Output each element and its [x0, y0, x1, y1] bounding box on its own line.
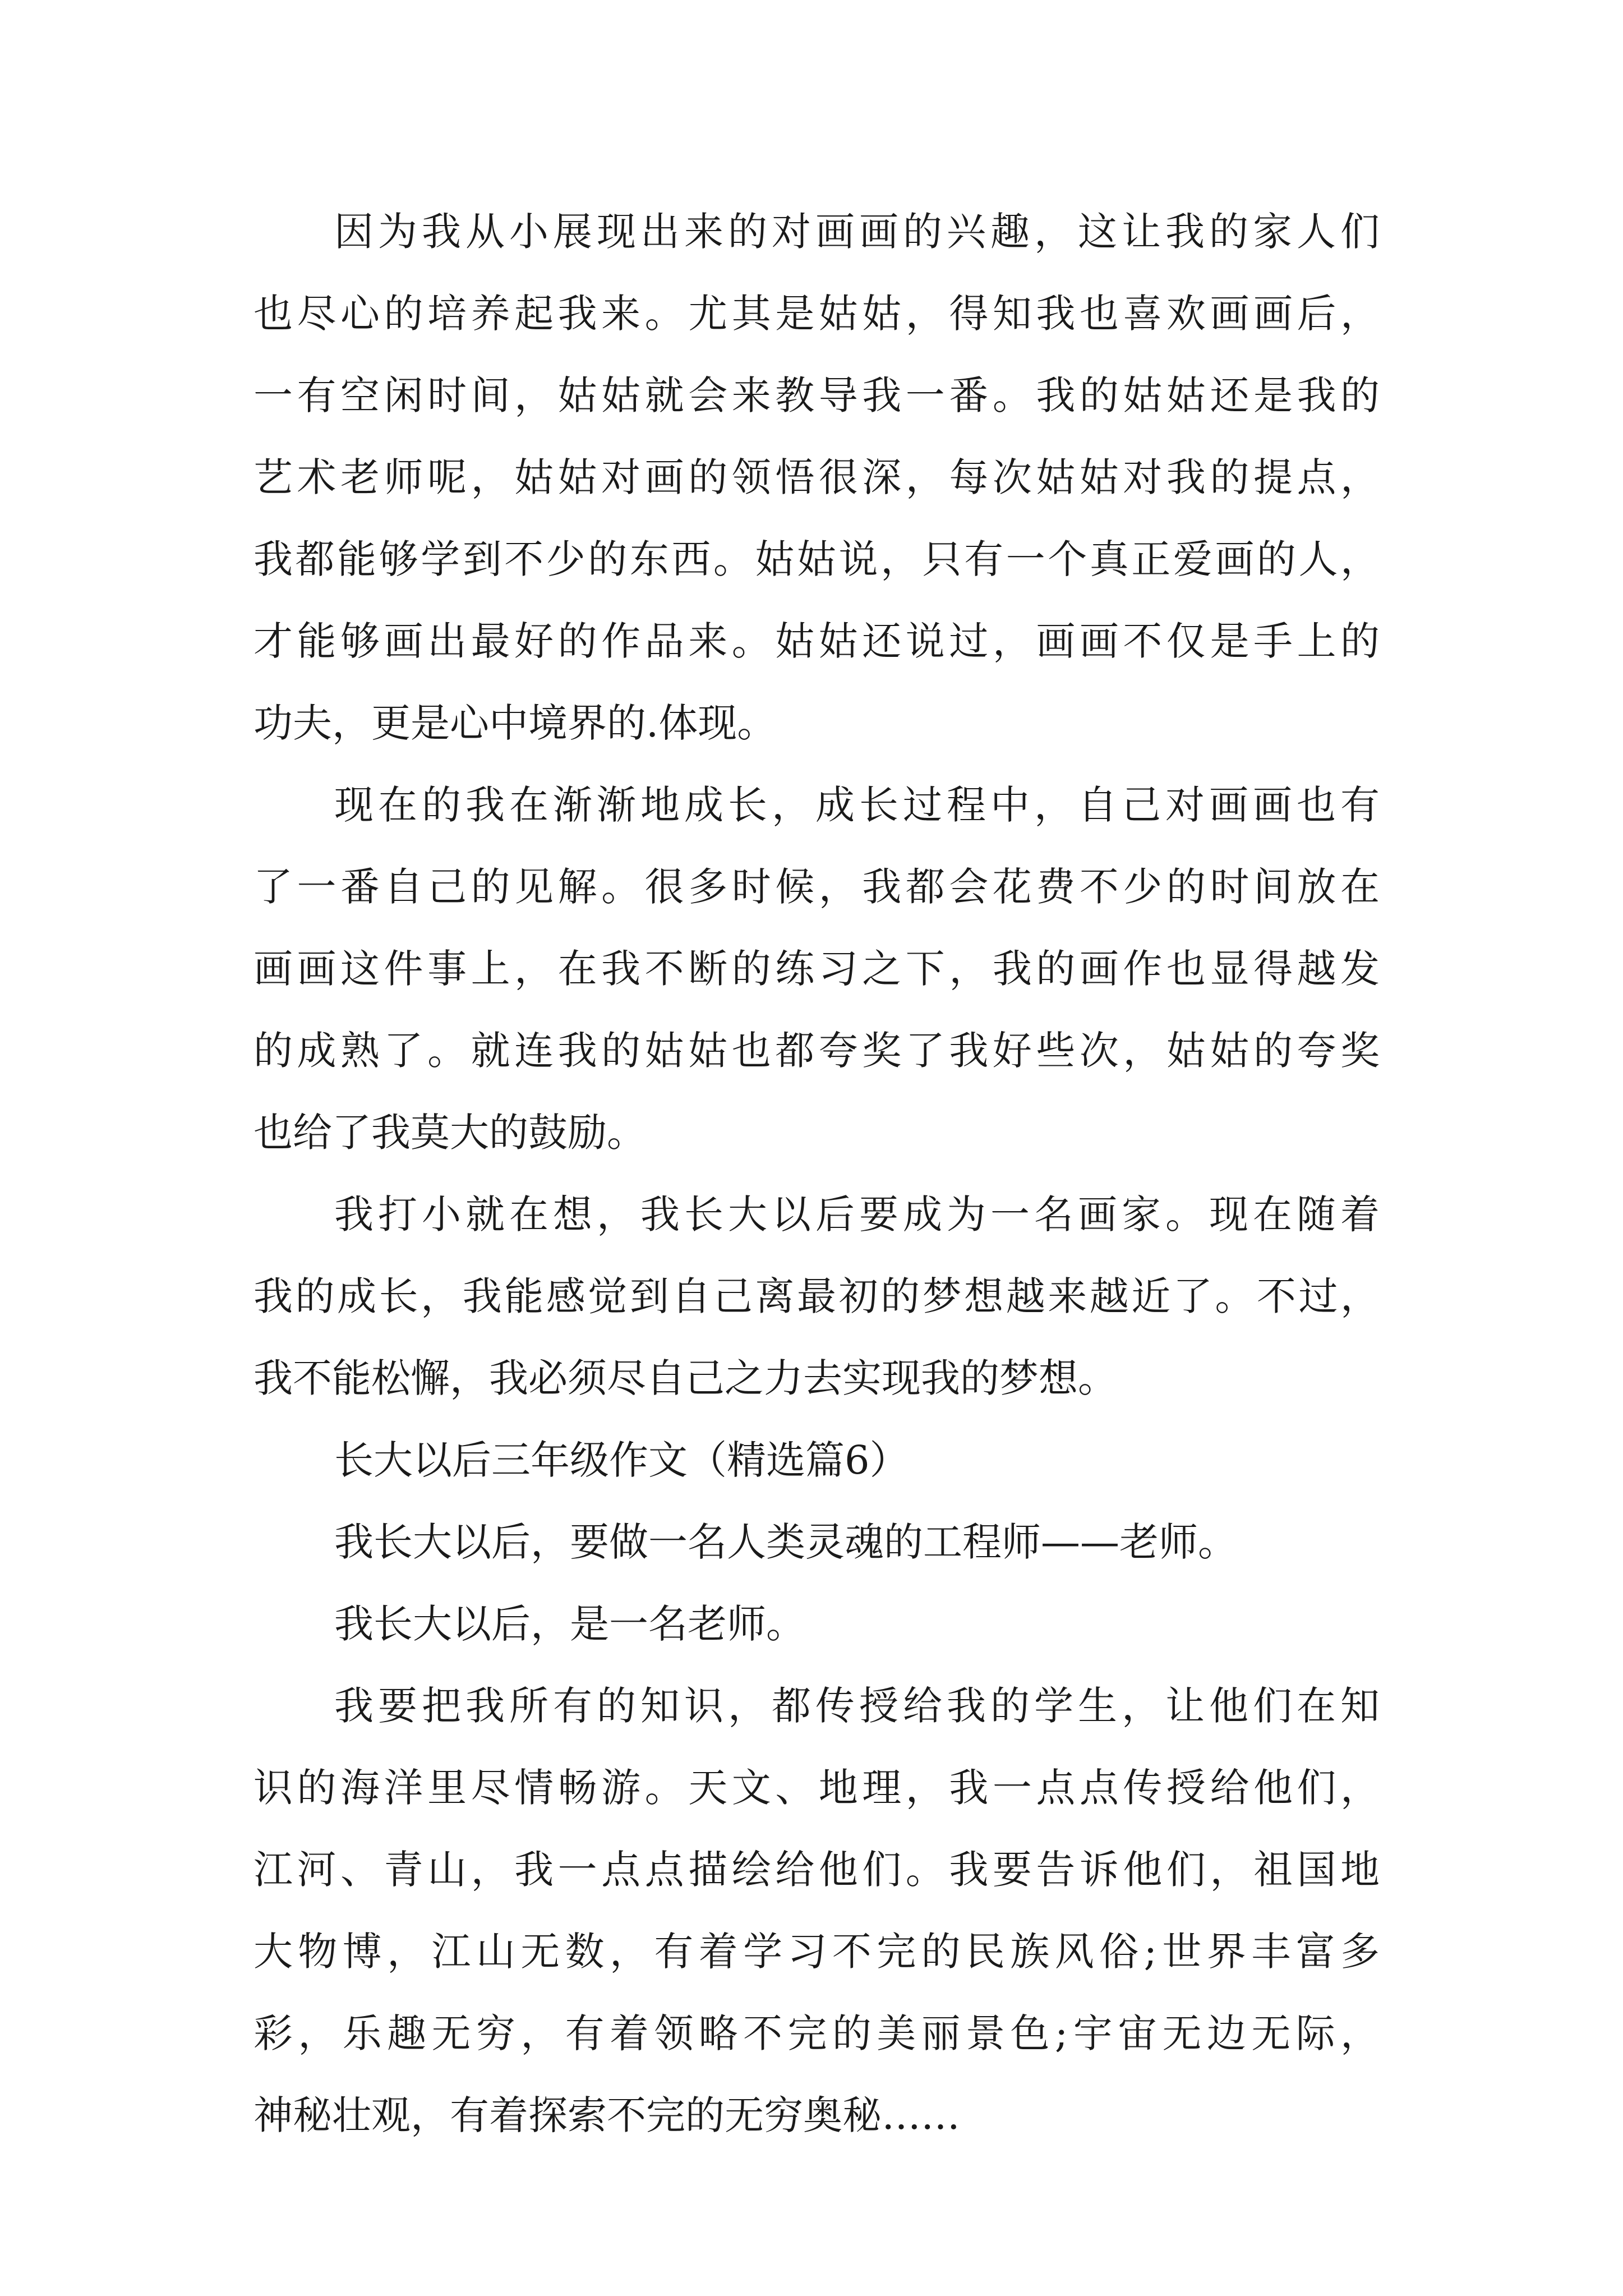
- paragraph-1-line-5: 我都能够学到不少的东西。姑姑说，只有一个真正爱画的人，: [253, 536, 1380, 582]
- paragraph-1-line-4: 艺术老师呢，姑姑对画的领悟很深，每次姑姑对我的提点，: [253, 454, 1380, 500]
- paragraph-3-line-2: 我的成长，我能感觉到自己离最初的梦想越来越近了。不过，: [253, 1273, 1380, 1319]
- paragraph-2-line-3: 画画这件事上，在我不断的练习之下，我的画作也显得越发: [253, 946, 1380, 992]
- paragraph-7-line-3: 江河、青山，我一点点描绘给他们。我要告诉他们，祖国地: [253, 1847, 1380, 1893]
- paragraph-1-line-2: 也尽心的培养起我来。尤其是姑姑，得知我也喜欢画画后，: [253, 291, 1380, 337]
- paragraph-3-line-1: 我打小就在想，我长大以后要成为一名画家。现在随着: [334, 1191, 1380, 1237]
- paragraph-7-line-5: 彩，乐趣无穷，有着领略不完的美丽景色;宇宙无边无际，: [253, 2010, 1380, 2056]
- paragraph-1-line-7: 功夫，更是心中境界的.体现。: [253, 700, 777, 746]
- document-body: [253, 209, 1380, 2178]
- paragraph-6-line-1: 我长大以后，是一名老师。: [334, 1601, 805, 1647]
- paragraph-2-line-4: 的成熟了。就连我的姑姑也都夸奖了我好些次，姑姑的夸奖: [253, 1028, 1380, 1074]
- paragraph-1-line-3: 一有空闲时间，姑姑就会来教导我一番。我的姑姑还是我的: [253, 372, 1380, 418]
- paragraph-5-line-1: 我长大以后，要做一名人类灵魂的工程师——老师。: [334, 1519, 1237, 1565]
- paragraph-3-line-3: 我不能松懈，我必须尽自己之力去实现我的梦想。: [253, 1355, 1117, 1401]
- paragraph-7-line-6: 神秘壮观，有着探索不完的无穷奥秘……: [253, 2092, 960, 2138]
- section-heading: 长大以后三年级作文（精选篇6）: [334, 1437, 909, 1483]
- paragraph-2-line-1: 现在的我在渐渐地成长，成长过程中，自己对画画也有: [334, 782, 1380, 828]
- paragraph-1-line-6: 才能够画出最好的作品来。姑姑还说过，画画不仅是手上的: [253, 618, 1380, 664]
- paragraph-7-line-4: 大物博，江山无数，有着学习不完的民族风俗;世界丰富多: [253, 1929, 1380, 1975]
- paragraph-7-line-1: 我要把我所有的知识，都传授给我的学生，让他们在知: [334, 1683, 1380, 1729]
- paragraph-1-line-1: 因为我从小展现出来的对画画的兴趣，这让我的家人们: [334, 209, 1380, 255]
- paragraph-2-line-2: 了一番自己的见解。很多时候，我都会花费不少的时间放在: [253, 864, 1380, 910]
- paragraph-2-line-5: 也给了我莫大的鼓励。: [253, 1110, 646, 1156]
- paragraph-7-line-2: 识的海洋里尽情畅游。天文、地理，我一点点传授给他们，: [253, 1765, 1380, 1811]
